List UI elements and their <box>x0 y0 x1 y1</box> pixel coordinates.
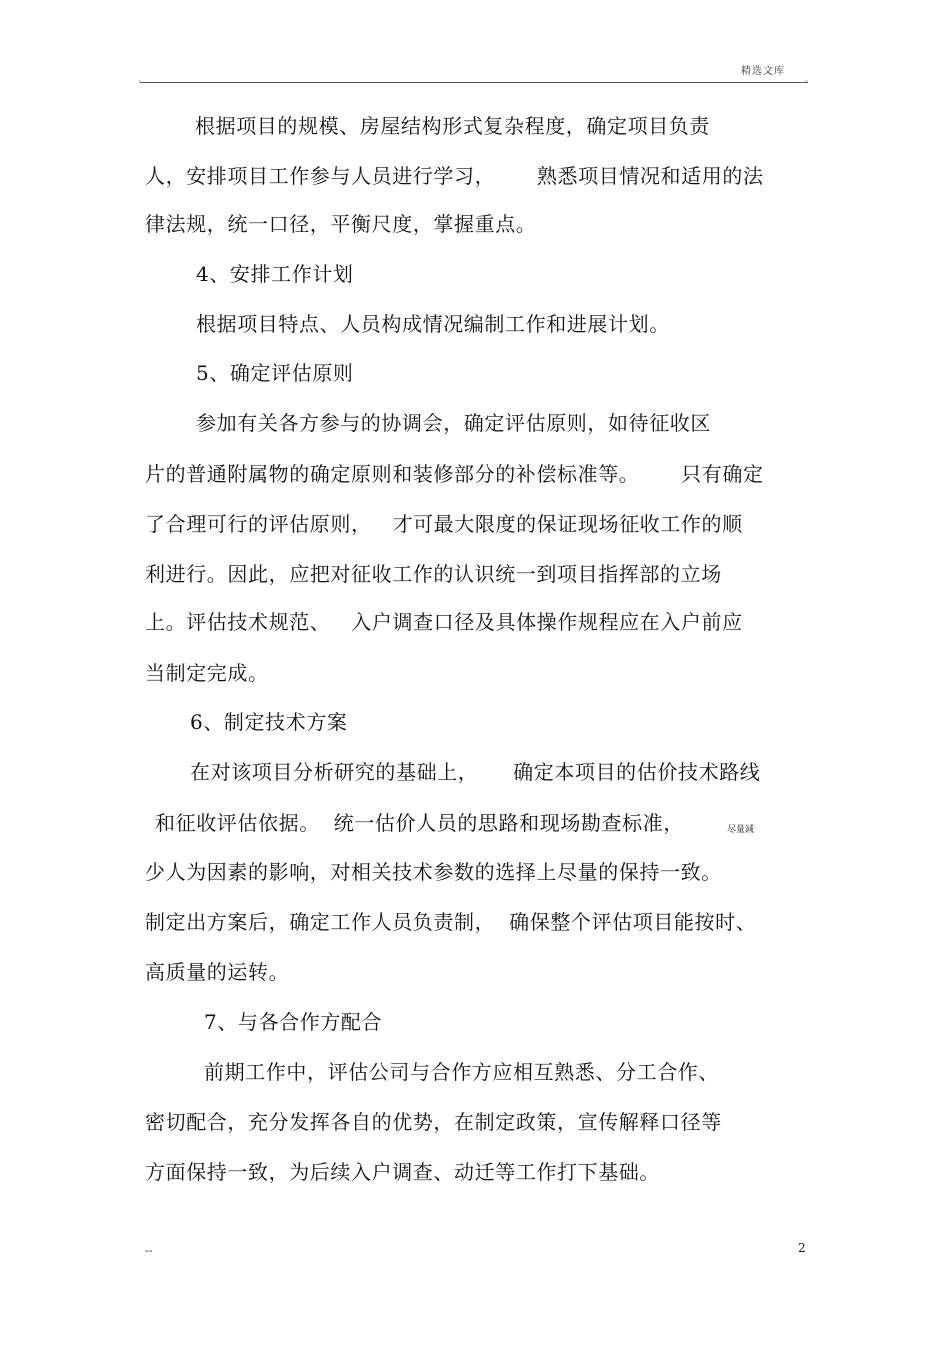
body-line-22: 方面保持一致，为后续入户调查、动迁等工作打下基础。 <box>145 1160 660 1184</box>
page-header-label: 精选文库 <box>741 66 785 77</box>
body-line-11: 上。评估技术规范、 入户调查口径及具体操作规程应在入户前应 <box>145 610 743 634</box>
body-line-14: 在对该项目分析研究的基础上， 确定本项目的估价技术路线 <box>190 760 761 784</box>
body-line-17: 制定出方案后，确定工作人员负责制， 确保整个评估项目能按时、 <box>145 910 757 934</box>
body-line-15: 和征收评估依据。 统一估价人员的思路和现场勘查标准， <box>155 811 684 835</box>
section-heading-6: 6、制定技术方案 <box>190 710 348 734</box>
body-line-12: 当制定完成。 <box>145 661 269 685</box>
section-heading-5: 5、确定评估原则 <box>196 361 354 385</box>
body-line-small-note: 尽量减 <box>727 825 755 835</box>
footer-left-mark: -- <box>145 1244 153 1257</box>
body-line-10: 利进行。因此，应把对征收工作的认识统一到项目指挥部的立场 <box>145 562 722 586</box>
footer-page-number: 2 <box>798 1241 806 1255</box>
body-line-20: 前期工作中，评估公司与合作方应相互熟悉、分工合作、 <box>204 1060 719 1084</box>
header-rule-left-mark: ^ <box>137 80 143 87</box>
header-rule-right-mark: ^ <box>804 80 810 87</box>
body-line-8: 片的普通附属物的确定原则和装修部分的补偿标准等。 只有确定 <box>145 462 764 486</box>
section-heading-4: 4、安排工作计划 <box>196 262 354 286</box>
body-line-9: 了合理可行的评估原则， 才可最大限度的保证现场征收工作的顺 <box>145 512 743 536</box>
body-line-16: 少人为因素的影响，对相关技术参数的选择上尽量的保持一致。 <box>145 860 722 884</box>
section-heading-7: 7、与各合作方配合 <box>204 1010 383 1034</box>
body-line-3: 律法规，统一口径，平衡尺度，掌握重点。 <box>145 212 537 236</box>
body-line-7: 参加有关各方参与的协调会，确定评估原则，如待征收区 <box>196 411 711 435</box>
body-line-1: 根据项目的规模、房屋结构形式复杂程度，确定项目负责 <box>195 114 710 138</box>
body-line-18: 高质量的运转。 <box>145 960 290 984</box>
body-line-2: 人，安排项目工作参与人员进行学习， 熟悉项目情况和适用的法 <box>145 164 764 188</box>
body-line-21: 密切配合，充分发挥各自的优势，在制定政策，宣传解释口径等 <box>145 1110 722 1134</box>
header-rule <box>140 82 808 83</box>
body-line-5: 根据项目特点、人员构成情况编制工作和进展计划。 <box>196 312 670 336</box>
